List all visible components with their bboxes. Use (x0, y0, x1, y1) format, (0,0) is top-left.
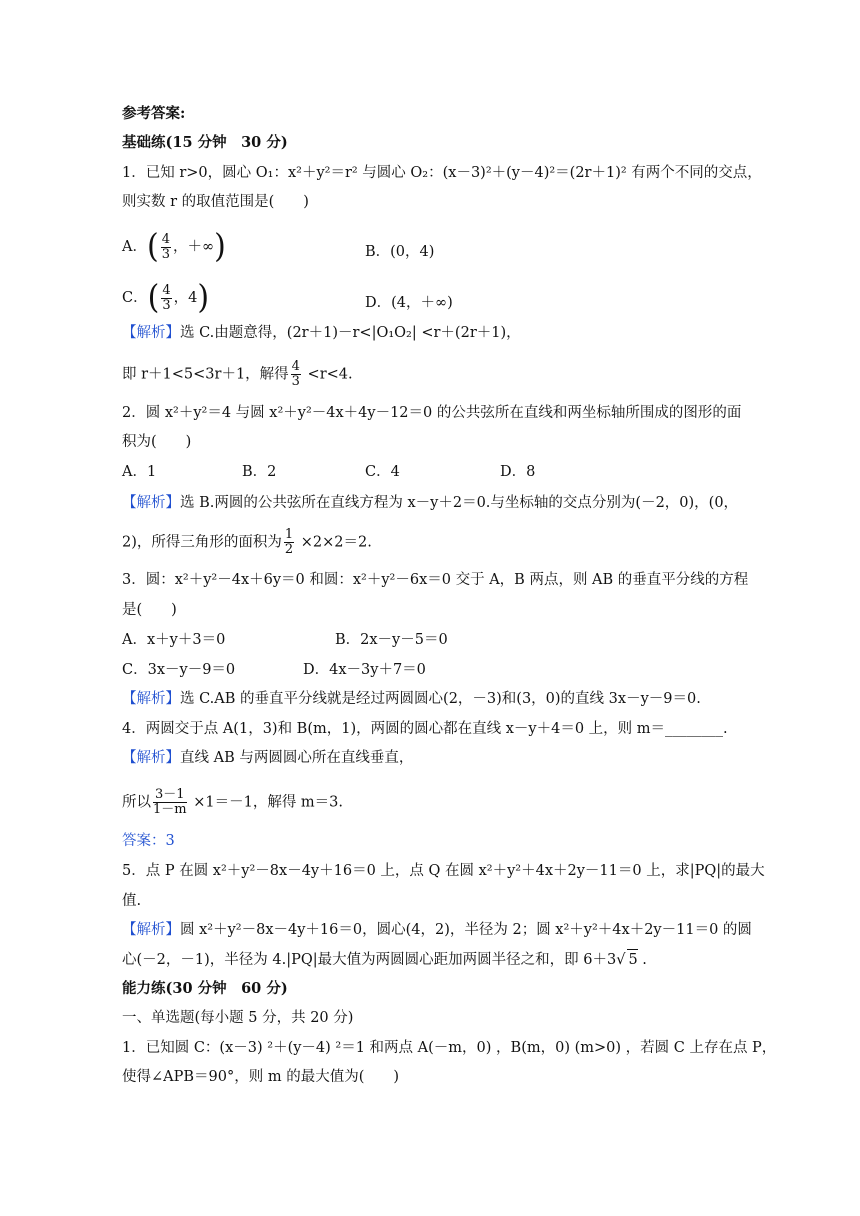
q2-solution-line1 (122, 493, 738, 513)
right-paren-icon: ) (197, 278, 210, 317)
solution-tag: 【解析】 (122, 325, 180, 341)
q5-stem-line1: 5．点 P 在圆 x²＋y²－8x－4y＋16＝0 上，点 Q 在圆 x²＋y²＋4x＋2y－11＝0 上，求|PQ|的最大 (122, 863, 765, 879)
q3-stem-line2: 是( ) (122, 602, 177, 618)
q1-option-c-tail: ，4 (173, 290, 198, 306)
q5-solution-line2 (122, 949, 647, 970)
answer-title: 参考答案: (122, 105, 186, 122)
q2-solution-text: 2)，所得三角形的面积为 (122, 534, 282, 551)
q1-solution-line2 (122, 360, 353, 389)
fraction-numerator: 1 (284, 527, 294, 542)
fraction-denominator: 2 (284, 542, 294, 557)
q1-stem-line1: 1．已知 r>0，圆心 O₁：x²＋y²＝r² 与圆心 O₂：(x－3)²＋(y－4)²＝(2r＋1)² 有两个不同的交点， (122, 165, 762, 181)
fraction-denominator: 3 (291, 374, 300, 389)
q1-option-a-tail: ，＋∞ (172, 239, 215, 255)
q1-solution-text: <r<4. (302, 366, 353, 383)
q2-solution-text: 选 B.两圆的公共弦所在直线方程为 x－y＋2＝0.与坐标轴的交点分别为(－2，0)，(0， (180, 495, 739, 511)
q4-solution-text: 所以 (122, 794, 151, 811)
fraction-denominator: 1－m (153, 802, 187, 817)
q4-solution-line2 (122, 788, 343, 817)
q1-option-a-label: A． (122, 239, 147, 255)
q2-solution-line2 (122, 528, 372, 557)
q4-solution-text: ×1＝－1，解得 m＝3. (188, 794, 344, 811)
q2-option-d: D．8 (500, 464, 536, 480)
solution-tag: 【解析】 (122, 750, 180, 766)
right-paren-icon: ) (214, 227, 226, 266)
q2-stem-line1: 2．圆 x²＋y²＝4 与圆 x²＋y²－4x＋4y－12＝0 的公共弦所在直线和两坐标轴所围成的图形的面 (122, 405, 742, 421)
q2-option-c: C．4 (365, 464, 400, 480)
q6-stem-line1: 1．已知圆 C：(x－3) ²＋(y－4) ²＝1 和两点 A(－m，0) ，B(m，0) (m>0) ，若圆 C 上存在点 P， (122, 1040, 777, 1056)
section-ability-title: 能力练(30 分钟 60 分) (122, 980, 288, 997)
fraction-denominator: 3 (161, 246, 170, 262)
q2-solution-fraction (284, 528, 294, 557)
q1-solution-fraction (291, 360, 301, 389)
q3-solution-text: 选 C.AB 的垂直平分线就是经过两圆圆心(2，－3)和(3，0)的直线 3x－y－9＝0. (180, 691, 701, 707)
q4-solution-line1 (122, 748, 413, 768)
q1-option-c-fraction (161, 284, 171, 313)
fraction-numerator: 4 (291, 359, 300, 374)
q6-stem-line2: 使得∠APB＝90°，则 m 的最大值为( ) (122, 1069, 400, 1085)
fraction-numerator: 4 (162, 282, 171, 298)
q1-option-a-fraction (161, 233, 171, 262)
q1-solution-text: 选 C.由题意得，(2r＋1)－r<|O₁O₂| <r＋(2r＋1)， (180, 325, 521, 341)
left-paren-icon: ( (147, 278, 160, 317)
q1-option-c-label: C． (122, 290, 148, 306)
sqrt-radicand: 5 (627, 949, 637, 970)
solution-tag: 【解析】 (122, 691, 180, 707)
q3-option-b: B．2x－y－5＝0 (335, 632, 448, 648)
sqrt-icon: √ (616, 952, 626, 968)
q5-solution-text: 心(－2，－1)，半径为 4.|PQ|最大值为两圆圆心距加两圆半径之和，即 6＋3 (122, 952, 617, 968)
left-paren-icon: ( (146, 227, 159, 266)
q4-solution-fraction (153, 788, 187, 817)
solution-tag: 【解析】 (122, 922, 180, 938)
solution-tag: 【解析】 (122, 495, 180, 511)
q1-stem-line2: 则实数 r 的取值范围是( ) (122, 194, 309, 210)
q1-solution-text: 即 r＋1<5<3r＋1，解得 (122, 366, 289, 383)
q1-option-b: B．(0，4) (365, 244, 435, 260)
q1-option-d: D．(4，＋∞) (365, 295, 453, 311)
q5-stem-line2: 值. (122, 893, 142, 909)
q2-option-b: B．2 (242, 464, 277, 480)
q4-solution-text: 直线 AB 与两圆圆心所在直线垂直， (180, 750, 414, 766)
q1-option-c (122, 278, 210, 317)
fraction-denominator: 3 (162, 297, 171, 313)
q5-solution-line1 (122, 920, 752, 940)
q2-stem-line2: 积为( ) (122, 434, 192, 450)
q3-stem-line1: 3．圆：x²＋y²－4x＋6y＝0 和圆：x²＋y²－6x＝0 交于 A，B 两点，则 AB 的垂直平分线的方程 (122, 572, 749, 588)
q3-solution-line1 (122, 689, 701, 709)
section-basic-title: 基础练(15 分钟 30 分) (122, 134, 288, 151)
q2-option-a: A．1 (122, 464, 157, 480)
q1-solution-line1 (122, 323, 521, 343)
q3-option-c: C．3x－y－9＝0 (122, 662, 236, 678)
q5-solution-text: 圆 x²＋y²－8x－4y＋16＝0，圆心(4，2)，半径为 2；圆 x²＋y²＋4x＋2y－11＝0 的圆 (180, 922, 752, 938)
q4-stem-line1: 4．两圆交于点 A(1，3)和 B(m，1)，两圆的圆心都在直线 x－y＋4＝0 上，则 m＝________. (122, 721, 728, 737)
q4-answer: 答案：3 (122, 833, 175, 849)
q3-option-a: A．x＋y＋3＝0 (122, 632, 226, 648)
q2-solution-text: ×2×2＝2. (296, 534, 372, 551)
q1-option-a (122, 227, 226, 266)
fraction-numerator: 3－1 (153, 788, 187, 803)
fraction-numerator: 4 (161, 231, 170, 247)
section-ability-subtitle: 一、单选题(每小题 5 分，共 20 分) (122, 1010, 354, 1026)
q3-option-d: D．4x－3y＋7＝0 (303, 662, 426, 678)
q5-solution-text: . (637, 952, 647, 968)
